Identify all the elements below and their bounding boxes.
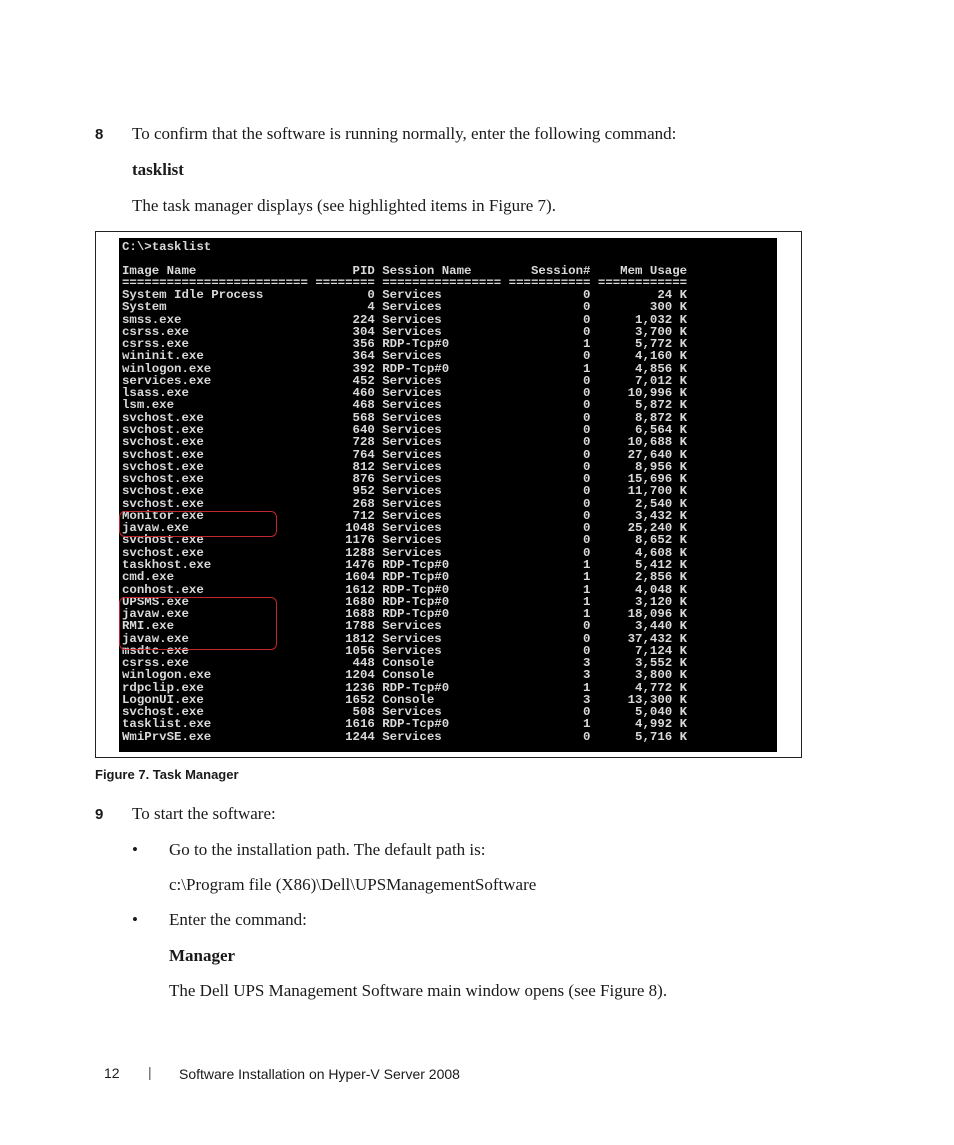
- console-row: Monitor.exe 712 Services 0 3,432 K: [122, 508, 688, 523]
- console-row: javaw.exe 1812 Services 0 37,432 K: [122, 631, 688, 646]
- console-row: WmiPrvSE.exe 1244 Services 0 5,716 K: [122, 729, 688, 744]
- console-row: msdtc.exe 1056 Services 0 7,124 K: [122, 643, 688, 658]
- step-9-text: To start the software:: [132, 804, 276, 823]
- console-row: System Idle Process 0 Services 0 24 K: [122, 288, 688, 302]
- step-8-command: tasklist: [132, 160, 184, 179]
- console-row: svchost.exe 508 Services 0 5,040 K: [122, 705, 688, 720]
- footer-title: Software Installation on Hyper-V Server 2008: [179, 1066, 460, 1082]
- console-row: lsm.exe 468 Services 0 5,872 K: [122, 398, 688, 413]
- console-row: svchost.exe 952 Services 0 11,700 K: [122, 484, 688, 499]
- console-row: csrss.exe 448 Console 3 3,552 K: [122, 656, 688, 671]
- console-prompt: C:\>tasklist: [122, 240, 212, 254]
- console-row: javaw.exe 1688 RDP-Tcp#0 1 18,096 K: [122, 607, 688, 621]
- console-separator: ========================= ======== ================ =========== ============: [122, 276, 688, 290]
- console-row: services.exe 452 Services 0 7,012 K: [122, 373, 688, 388]
- console-row: cmd.exe 1604 RDP-Tcp#0 1 2,856 K: [122, 570, 688, 585]
- console-row: conhost.exe 1612 RDP-Tcp#0 1 4,048 K: [122, 582, 688, 597]
- console-row: svchost.exe 640 Services 0 6,564 K: [122, 423, 688, 437]
- console-row: UPSMS.exe 1680 RDP-Tcp#0 1 3,120 K: [122, 594, 688, 609]
- footer-separator: |: [148, 1064, 152, 1080]
- install-path: c:\Program file (X86)\Dell\UPSManagementSoftware: [169, 875, 537, 894]
- console-row: svchost.exe 876 Services 0 15,696 K: [122, 472, 688, 486]
- bullet-1-text: Go to the installation path. The default path is:: [169, 840, 486, 859]
- console-row: smss.exe 224 Services 0 1,032 K: [122, 312, 688, 327]
- step-8-text: To confirm that the software is running normally, enter the following command:: [132, 124, 677, 143]
- figure-caption: Figure 7. Task Manager: [95, 767, 239, 782]
- console-window: [119, 238, 777, 752]
- highlight-box-1: [119, 511, 277, 537]
- step-8-note: The task manager displays (see highlighted items in Figure 7).: [132, 196, 556, 215]
- highlight-box-2: [119, 597, 277, 650]
- bullet-2-text: Enter the command:: [169, 910, 307, 929]
- console-row: svchost.exe 812 Services 0 8,956 K: [122, 459, 688, 474]
- bullet-icon: •: [132, 910, 138, 929]
- console-row: rdpclip.exe 1236 RDP-Tcp#0 1 4,772 K: [122, 680, 688, 695]
- console-row: svchost.exe 1288 Services 0 4,608 K: [122, 545, 688, 560]
- step-9-command: Manager: [169, 946, 236, 965]
- step-8-number: 8: [95, 126, 104, 143]
- console-row: taskhost.exe 1476 RDP-Tcp#0 1 5,412 K: [122, 557, 688, 572]
- console-row: csrss.exe 304 Services 0 3,700 K: [122, 324, 688, 339]
- console-row: svchost.exe 728 Services 0 10,688 K: [122, 435, 688, 450]
- console-row: tasklist.exe 1616 RDP-Tcp#0 1 4,992 K: [122, 717, 688, 732]
- console-row: csrss.exe 356 RDP-Tcp#0 1 5,772 K: [122, 337, 688, 352]
- bullet-icon: •: [132, 840, 138, 859]
- console-row: LogonUI.exe 1652 Console 3 13,300 K: [122, 692, 688, 707]
- console-row: svchost.exe 568 Services 0 8,872 K: [122, 410, 688, 425]
- step-9-number: 9: [95, 806, 104, 823]
- console-row: svchost.exe 764 Services 0 27,640 K: [122, 447, 688, 462]
- console-row: winlogon.exe 1204 Console 3 3,800 K: [122, 668, 688, 683]
- console-row: RMI.exe 1788 Services 0 3,440 K: [122, 619, 688, 634]
- page-number: 12: [104, 1065, 120, 1081]
- console-row: svchost.exe 268 Services 0 2,540 K: [122, 496, 688, 511]
- console-row: wininit.exe 364 Services 0 4,160 K: [122, 349, 688, 364]
- console-row: System 4 Services 0 300 K: [122, 300, 688, 315]
- console-row: svchost.exe 1176 Services 0 8,652 K: [122, 533, 688, 548]
- console-row: lsass.exe 460 Services 0 10,996 K: [122, 386, 688, 401]
- step-9-note: The Dell UPS Management Software main window opens (see Figure 8).: [169, 981, 668, 1000]
- console-row: javaw.exe 1048 Services 0 25,240 K: [122, 521, 688, 536]
- console-row: winlogon.exe 392 RDP-Tcp#0 1 4,856 K: [122, 361, 688, 376]
- console-header: Image Name PID Session Name Session# Mem Usage: [122, 264, 688, 278]
